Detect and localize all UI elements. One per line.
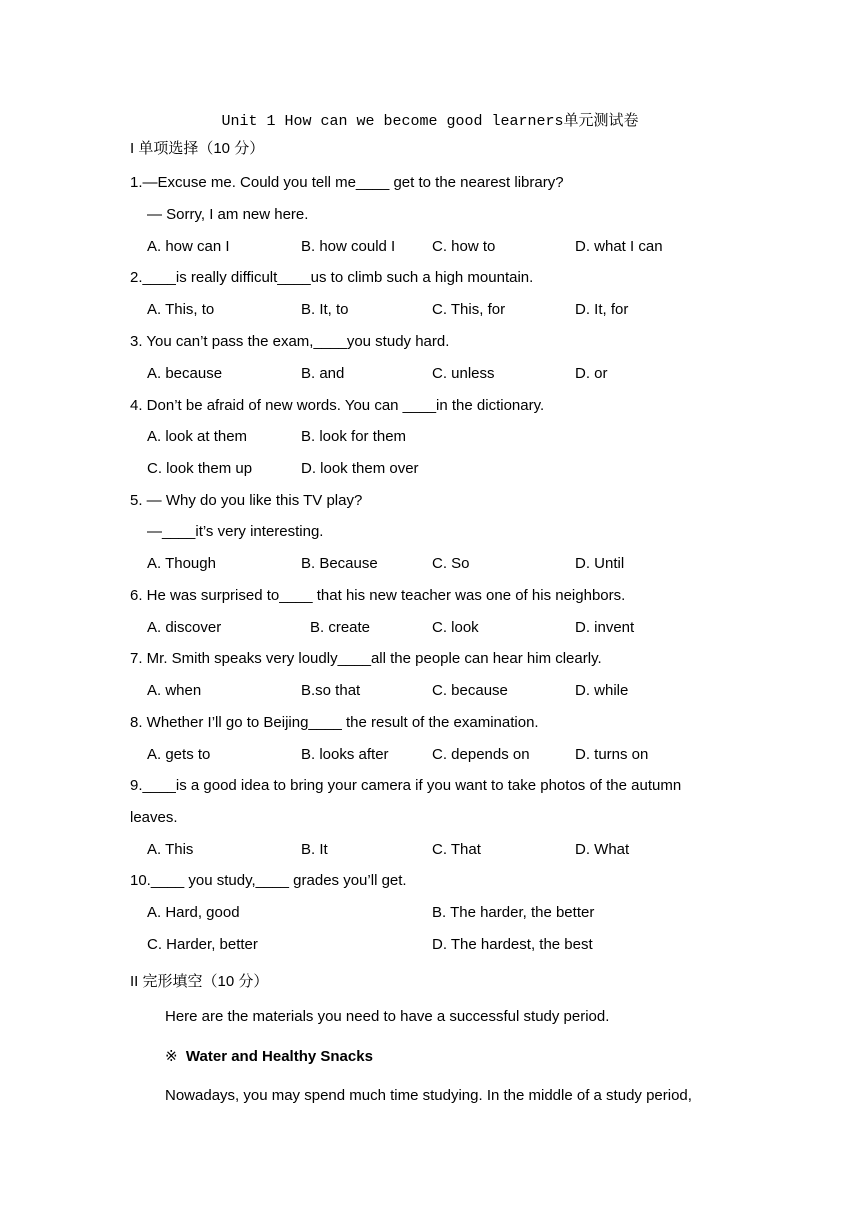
question-5-option-b: B. Because	[301, 555, 378, 572]
question-2-option-b: B. It, to	[301, 301, 349, 318]
question-4-stem: 4. Don’t be afraid of new words. You can ____in the dictionary.	[130, 397, 545, 414]
question-6-option-d: D. invent	[575, 619, 635, 636]
question-3-option-a: A. because	[147, 365, 223, 382]
question-6-option-c: C. look	[432, 619, 479, 636]
question-9-option-b: B. It	[301, 841, 328, 858]
question-9-stem: 9.____is a good idea to bring your camera if you want to take photos of the autumn	[130, 777, 682, 794]
section-1-heading: I 单项选择（10 分）	[130, 140, 265, 157]
question-4-option-d: D. look them over	[301, 460, 419, 477]
question-1-option-d: D. what I can	[575, 238, 663, 255]
question-2-option-a: A. This, to	[147, 301, 215, 318]
question-1-option-b: B. how could I	[301, 238, 396, 255]
question-7-option-a: A. when	[147, 682, 202, 699]
question-10-stem: 10.____ you study,____ grades you’ll get.	[130, 872, 407, 889]
question-6-option-b: B. create	[310, 619, 371, 636]
question-8-stem: 8. Whether I’ll go to Beijing____ the result of the examination.	[130, 714, 539, 731]
question-7-stem: 7. Mr. Smith speaks very loudly____all the people can hear him clearly.	[130, 650, 602, 667]
question-5-option-a: A. Though	[147, 555, 216, 572]
question-7-option-c: C. because	[432, 682, 508, 699]
page-title: Unit 1 How can we become good learners单元测试卷	[221, 113, 639, 130]
section-2-subheading-line	[165, 1047, 373, 1067]
question-1-option-a: A. how can I	[147, 238, 230, 255]
section-2-paragraph: Nowadays, you may spend much time studying. In the middle of a study period,	[165, 1087, 692, 1104]
question-10-option-a: A. Hard, good	[147, 904, 240, 921]
question-9-option-c: C. That	[432, 841, 481, 858]
question-7-option-d: D. while	[575, 682, 629, 699]
question-2-option-d: D. It, for	[575, 301, 629, 318]
question-5-stem: 5. — Why do you like this TV play?	[130, 492, 363, 509]
question-6-option-a: A. discover	[147, 619, 222, 636]
question-3-option-c: C. unless	[432, 365, 495, 382]
question-3-stem: 3. You can’t pass the exam,____you study hard.	[130, 333, 450, 350]
question-3-option-d: D. or	[575, 365, 608, 382]
question-5-option-c: C. So	[432, 555, 470, 572]
question-7-option-b: B.so that	[301, 682, 361, 699]
question-8-option-a: A. gets to	[147, 746, 211, 763]
question-8-option-d: D. turns on	[575, 746, 649, 763]
question-4-option-b: B. look for them	[301, 428, 407, 445]
question-10-option-c: C. Harder, better	[147, 936, 258, 953]
question-1-option-c: C. how to	[432, 238, 496, 255]
section-2-intro: Here are the materials you need to have a successful study period.	[165, 1008, 610, 1025]
section-2-subheading: Water and Healthy Snacks	[185, 1048, 373, 1065]
question-2-option-c: C. This, for	[432, 301, 506, 318]
question-2-stem: 2.____is really difficult____us to climb such a high mountain.	[130, 269, 534, 286]
question-10-option-d: D. The hardest, the best	[432, 936, 593, 953]
question-3-option-b: B. and	[301, 365, 345, 382]
question-9-stem-continued: leaves.	[130, 809, 178, 826]
question-5-reply: —____it’s very interesting.	[147, 523, 324, 540]
question-1-reply: — Sorry, I am new here.	[147, 206, 309, 223]
question-9-option-d: D. What	[575, 841, 630, 858]
question-4-option-c: C. look them up	[147, 460, 253, 477]
section-2-heading: II 完形填空（10 分）	[130, 973, 269, 990]
question-8-option-b: B. looks after	[301, 746, 389, 763]
question-1-stem: 1.—Excuse me. Could you tell me____ get to the nearest library?	[130, 174, 564, 191]
question-4-option-a: A. look at them	[147, 428, 248, 445]
reference-mark-icon: ※	[165, 1048, 178, 1065]
question-9-option-a: A. This	[147, 841, 194, 858]
question-10-option-b: B. The harder, the better	[432, 904, 595, 921]
question-6-stem: 6. He was surprised to____ that his new teacher was one of his neighbors.	[130, 587, 626, 604]
question-5-option-d: D. Until	[575, 555, 625, 572]
question-8-option-c: C. depends on	[432, 746, 530, 763]
